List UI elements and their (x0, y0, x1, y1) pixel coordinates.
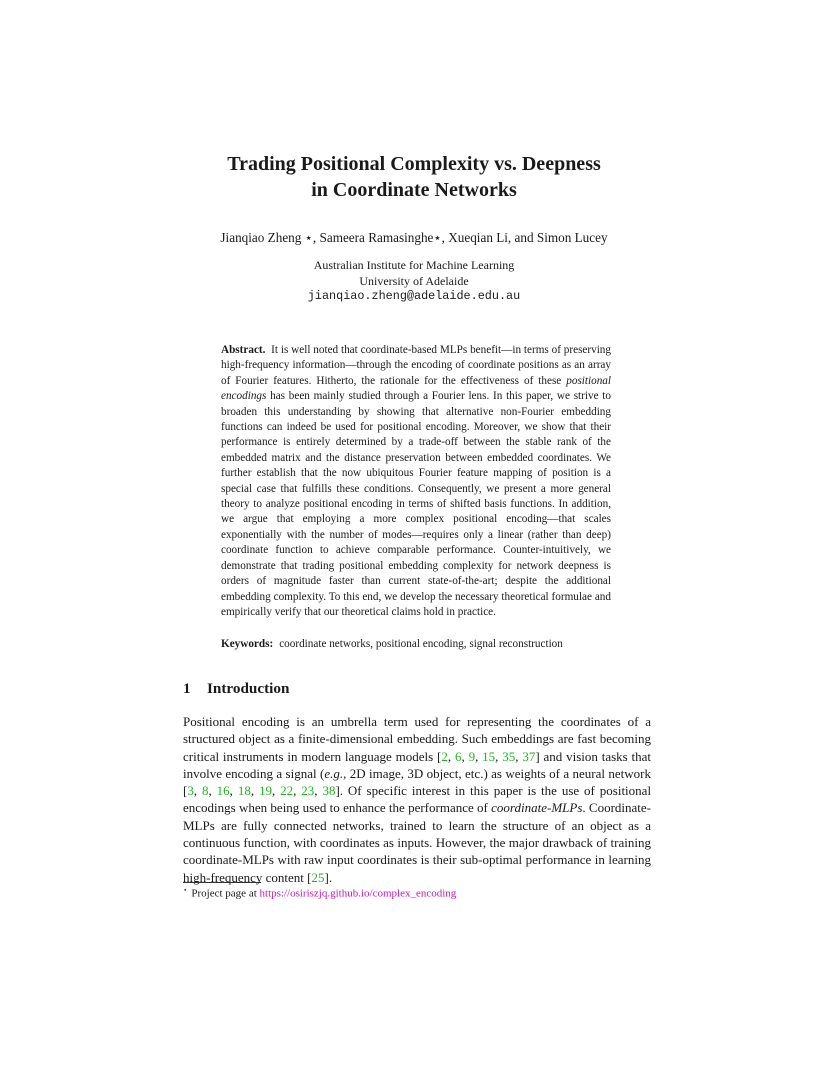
intro-text-6: ]. (324, 869, 333, 885)
citation[interactable]: 6 (454, 748, 462, 764)
keywords-label: Keywords: (221, 638, 274, 650)
abstract (221, 343, 611, 620)
intro-coordinate-mlps: coordinate-MLPs (491, 800, 583, 816)
footnote-text: Project page at (191, 887, 257, 900)
paper-title (0, 151, 828, 203)
affiliation-university: University of Adelaide (359, 273, 469, 288)
citation[interactable]: 37 (522, 748, 536, 764)
intro-text-3: , 2D image, 3D object, etc.) as weights of a neural network [ (183, 765, 651, 799)
abstract-text-1: It is well noted that coordinate-based MLPs benefit—in terms of preserving high-frequency information—through the encoding of coordinate positions as an array of Fourier features. Hitherto, the rationale for the effectiveness of these (221, 344, 611, 387)
intro-text-2: ] and vision tasks that involve encoding a signal ( (183, 748, 652, 781)
intro-text-4: ]. Of specific interest in this paper is the use of positional encodings when being used to enhance the performance of (183, 783, 652, 816)
citation[interactable]: 2 (441, 748, 448, 764)
keywords (221, 638, 621, 650)
citation[interactable]: 18 (237, 783, 251, 799)
footnote-rule (183, 882, 261, 883)
intro-text-1: Positional encoding is an umbrella term used for representing the coordinates of a structured object as a finite-dimensional embedding. Such embeddings are fast becoming critical instruments in modern language models [ (183, 714, 651, 764)
intro-text-5: . Coordinate-MLPs are fully connected networks, trained to learn the structure of an object as a continuous function, with coordinates as inputs. However, the major drawback of training coordinate-MLPs with raw input coordinates is their sub-optimal performance in learning high-frequency content [ (183, 800, 652, 885)
citation[interactable]: 3 (187, 783, 194, 799)
citation[interactable]: 23 (301, 783, 315, 799)
title-line-1: Trading Positional Complexity vs. Deepness (227, 153, 601, 175)
citation[interactable]: 25 (311, 869, 325, 885)
keywords-text: coordinate networks, positional encoding, signal reconstruction (279, 638, 563, 650)
abstract-italic-term: positional encodings (221, 374, 612, 403)
section-title: Introduction (207, 680, 290, 697)
intro-eg: e.g. (324, 765, 344, 781)
footnote-mark: ⋆ (183, 886, 188, 894)
citation[interactable]: 16 (216, 783, 230, 799)
citation[interactable]: 22 (280, 783, 294, 799)
affiliation-institute: Australian Institute for Machine Learning (313, 258, 515, 272)
title-line-2: in Coordinate Networks (311, 179, 517, 201)
section-heading (183, 680, 289, 698)
author-list: Jianqiao Zheng ⋆, Sameera Ramasinghe⋆, Xueqian Li, and Simon Lucey (220, 230, 608, 245)
citation[interactable]: 35 (502, 748, 516, 764)
citation[interactable]: 8 (202, 783, 209, 799)
project-page-link[interactable]: https://osiriszjq.github.io/complex_encoding (259, 887, 457, 900)
abstract-label: Abstract. (221, 344, 266, 356)
citation[interactable]: 19 (258, 783, 272, 799)
citation[interactable]: 15 (482, 748, 496, 764)
author-email: jianqiao.zheng@adelaide.edu.au (307, 289, 521, 303)
section-number: 1 (183, 680, 191, 697)
abstract-text-2: has been mainly studied through a Fourier lens. In this paper, we strive to broaden this understanding by showing that alternative non-Fourier embedding functions can indeed be used for positional encoding. Moreover, we show that their performance is entirely determined by a trade-off between the stable rank of the embedded matrix and the distance preservation between embedded coordinates. We further establish that the now ubiquitous Fourier feature mapping of position is a special case that fulfills these conditions. Consequently, we present a more general theory to analyze positional encoding in terms of shifted basis functions. In addition, we argue that employing a more complex positional encoding—that scales exponentially with the number of modes—requires only a linear (rather than deep) coordinate function to achieve comparable performance. Counter-intuitively, we demonstrate that trading positional embedding complexity for network deepness is orders of magnitude faster than current state-of-the-art; despite the additional embedding complexity. To this end, we develop the necessary theoretical formulae and empirically verify that our theoretical claims hold in practice. (221, 390, 612, 618)
citation[interactable]: 38 (322, 783, 336, 799)
intro-paragraph: Positional encoding is an umbrella term used for representing the coordinates of a structured object as a finite-dimensional embedding. Such embeddings are fast becoming critical instruments in modern language models [2, 6, 9, 15, 35, 37] and vision tasks that involve encoding a signal (e.g., 2D image, 3D object, etc.) as weights of a neural network [3, 8, 16, 18, 19, 22, 23, 38]. Of specific interest in this paper is the use of positional encodings when being used to enhance the performance of coordinate-MLPs. Coordinate-MLPs are fully connected networks, trained to learn the structure of an object as a continuous function, with coordinates as inputs. However, the major drawback of training coordinate-MLPs with raw input coordinates is their sub-optimal performance in learning high-frequency content [25]. (183, 714, 652, 885)
footnote (183, 886, 456, 900)
citation[interactable]: 9 (468, 748, 476, 764)
